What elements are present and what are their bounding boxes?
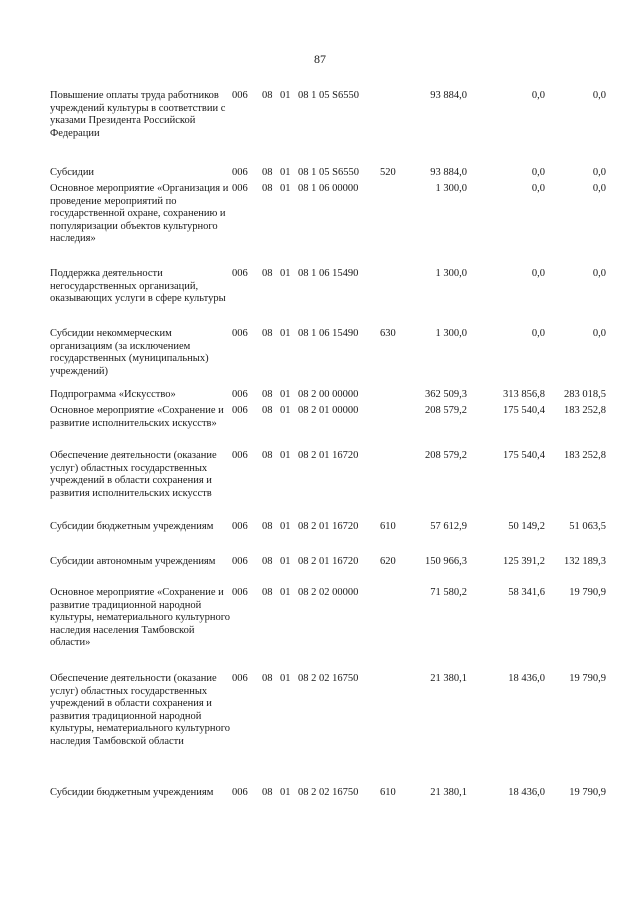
amount-year-3: 183 252,8 bbox=[564, 450, 606, 461]
amount-year-2: 313 856,8 bbox=[503, 389, 545, 400]
subsection-code: 01 bbox=[280, 405, 291, 416]
expense-type-code: 520 bbox=[380, 167, 396, 178]
subsection-code: 01 bbox=[280, 521, 291, 532]
row-name: Субсидии бюджетным учреждениям bbox=[50, 521, 214, 532]
section-code: 08 bbox=[262, 450, 273, 461]
ved-code: 006 bbox=[232, 556, 248, 567]
amount-year-1: 93 884,0 bbox=[430, 90, 467, 101]
amount-year-2: 0,0 bbox=[531, 268, 545, 279]
subsection-code: 01 bbox=[280, 787, 291, 798]
amount-year-1: 208 579,2 bbox=[425, 405, 467, 416]
ved-code: 006 bbox=[232, 268, 248, 279]
subsection-code: 01 bbox=[280, 268, 291, 279]
amount-year-2: 18 436,0 bbox=[508, 787, 545, 798]
subsection-code: 01 bbox=[280, 450, 291, 461]
expense-type-code: 630 bbox=[380, 328, 396, 339]
target-article-code: 08 2 01 16720 bbox=[298, 450, 359, 461]
ved-code: 006 bbox=[232, 450, 248, 461]
section-code: 08 bbox=[262, 167, 273, 178]
ved-code: 006 bbox=[232, 587, 248, 598]
target-article-code: 08 2 01 16720 bbox=[298, 521, 359, 532]
subsection-code: 01 bbox=[280, 90, 291, 101]
subsection-code: 01 bbox=[280, 587, 291, 598]
subsection-code: 01 bbox=[280, 328, 291, 339]
amount-year-1: 208 579,2 bbox=[425, 450, 467, 461]
section-code: 08 bbox=[262, 587, 273, 598]
section-code: 08 bbox=[262, 183, 273, 194]
amount-year-3: 0,0 bbox=[592, 90, 606, 101]
row-name: Основное мероприятие «Сохранение и развитие традиционной народной культуры, нематериального культурного наследия населения Тамбовской области» bbox=[50, 587, 231, 649]
section-code: 08 bbox=[262, 521, 273, 532]
ved-code: 006 bbox=[232, 521, 248, 532]
expense-type-code: 620 bbox=[380, 556, 396, 567]
target-article-code: 08 2 01 00000 bbox=[298, 405, 359, 416]
amount-year-1: 1 300,0 bbox=[435, 268, 467, 279]
section-code: 08 bbox=[262, 673, 273, 684]
subsection-code: 01 bbox=[280, 556, 291, 567]
section-code: 08 bbox=[262, 328, 273, 339]
target-article-code: 08 2 01 16720 bbox=[298, 556, 359, 567]
subsection-code: 01 bbox=[280, 673, 291, 684]
row-name: Обеспечение деятельности (оказание услуг) областных государственных учреждений в области сохранения и развития исполнительских искусств bbox=[50, 450, 217, 499]
amount-year-1: 1 300,0 bbox=[435, 183, 467, 194]
amount-year-2: 0,0 bbox=[531, 90, 545, 101]
ved-code: 006 bbox=[232, 787, 248, 798]
expense-type-code: 610 bbox=[380, 787, 396, 798]
amount-year-3: 0,0 bbox=[592, 167, 606, 178]
row-name: Обеспечение деятельности (оказание услуг) областных государственных учреждений в области сохранения и развития традиционной народной культуры, нематериального культурного наследия Тамбовской области bbox=[50, 673, 231, 747]
amount-year-1: 150 966,3 bbox=[425, 556, 467, 567]
target-article-code: 08 2 00 00000 bbox=[298, 389, 359, 400]
amount-year-1: 362 509,3 bbox=[425, 389, 467, 400]
amount-year-1: 93 884,0 bbox=[430, 167, 467, 178]
amount-year-2: 175 540,4 bbox=[503, 450, 545, 461]
row-name: Основное мероприятие «Сохранение и развитие исполнительских искусств» bbox=[50, 405, 224, 429]
page-number: 87 bbox=[314, 52, 326, 66]
amount-year-2: 58 341,6 bbox=[508, 587, 545, 598]
ved-code: 006 bbox=[232, 389, 248, 400]
amount-year-2: 175 540,4 bbox=[503, 405, 545, 416]
amount-year-2: 125 391,2 bbox=[503, 556, 545, 567]
section-code: 08 bbox=[262, 787, 273, 798]
row-name: Субсидии некоммерческим организациям (за исключением государственных (муниципальных) учреждений) bbox=[50, 328, 209, 377]
amount-year-1: 71 580,2 bbox=[430, 587, 467, 598]
amount-year-3: 0,0 bbox=[592, 183, 606, 194]
amount-year-1: 21 380,1 bbox=[430, 673, 467, 684]
amount-year-3: 19 790,9 bbox=[569, 587, 606, 598]
amount-year-3: 19 790,9 bbox=[569, 787, 606, 798]
section-code: 08 bbox=[262, 405, 273, 416]
target-article-code: 08 2 02 00000 bbox=[298, 587, 359, 598]
section-code: 08 bbox=[262, 556, 273, 567]
ved-code: 006 bbox=[232, 328, 248, 339]
subsection-code: 01 bbox=[280, 389, 291, 400]
target-article-code: 08 1 06 15490 bbox=[298, 328, 359, 339]
row-name: Субсидии бюджетным учреждениям bbox=[50, 787, 214, 798]
amount-year-2: 50 149,2 bbox=[508, 521, 545, 532]
target-article-code: 08 1 05 S6550 bbox=[298, 167, 359, 178]
row-name: Подпрограмма «Искусство» bbox=[50, 389, 176, 400]
target-article-code: 08 2 02 16750 bbox=[298, 673, 359, 684]
amount-year-2: 0,0 bbox=[531, 167, 545, 178]
section-code: 08 bbox=[262, 268, 273, 279]
ved-code: 006 bbox=[232, 405, 248, 416]
amount-year-3: 0,0 bbox=[592, 328, 606, 339]
row-name: Повышение оплаты труда работников учреждений культуры в соответствии с указами Президента Российской Федерации bbox=[50, 90, 226, 139]
section-code: 08 bbox=[262, 90, 273, 101]
amount-year-2: 18 436,0 bbox=[508, 673, 545, 684]
amount-year-3: 19 790,9 bbox=[569, 673, 606, 684]
expense-type-code: 610 bbox=[380, 521, 396, 532]
ved-code: 006 bbox=[232, 183, 248, 194]
amount-year-3: 132 189,3 bbox=[564, 556, 606, 567]
row-name: Субсидии bbox=[50, 167, 95, 178]
target-article-code: 08 1 06 00000 bbox=[298, 183, 359, 194]
amount-year-2: 0,0 bbox=[531, 183, 545, 194]
amount-year-1: 1 300,0 bbox=[435, 328, 467, 339]
ved-code: 006 bbox=[232, 167, 248, 178]
section-code: 08 bbox=[262, 389, 273, 400]
row-name: Поддержка деятельности негосударственных организаций, оказывающих услуги в сфере культуры bbox=[50, 268, 226, 305]
amount-year-1: 57 612,9 bbox=[430, 521, 467, 532]
target-article-code: 08 1 05 S6550 bbox=[298, 90, 359, 101]
ved-code: 006 bbox=[232, 90, 248, 101]
ved-code: 006 bbox=[232, 673, 248, 684]
amount-year-3: 283 018,5 bbox=[564, 389, 606, 400]
subsection-code: 01 bbox=[280, 183, 291, 194]
amount-year-3: 51 063,5 bbox=[569, 521, 606, 532]
amount-year-3: 0,0 bbox=[592, 268, 606, 279]
row-name: Субсидии автономным учреждениям bbox=[50, 556, 216, 567]
amount-year-3: 183 252,8 bbox=[564, 405, 606, 416]
target-article-code: 08 1 06 15490 bbox=[298, 268, 359, 279]
subsection-code: 01 bbox=[280, 167, 291, 178]
row-name: Основное мероприятие «Организация и проведение мероприятий по государственной охране, сохранению и популяризации объектов культурного наследия» bbox=[50, 183, 229, 245]
target-article-code: 08 2 02 16750 bbox=[298, 787, 359, 798]
amount-year-1: 21 380,1 bbox=[430, 787, 467, 798]
amount-year-2: 0,0 bbox=[531, 328, 545, 339]
